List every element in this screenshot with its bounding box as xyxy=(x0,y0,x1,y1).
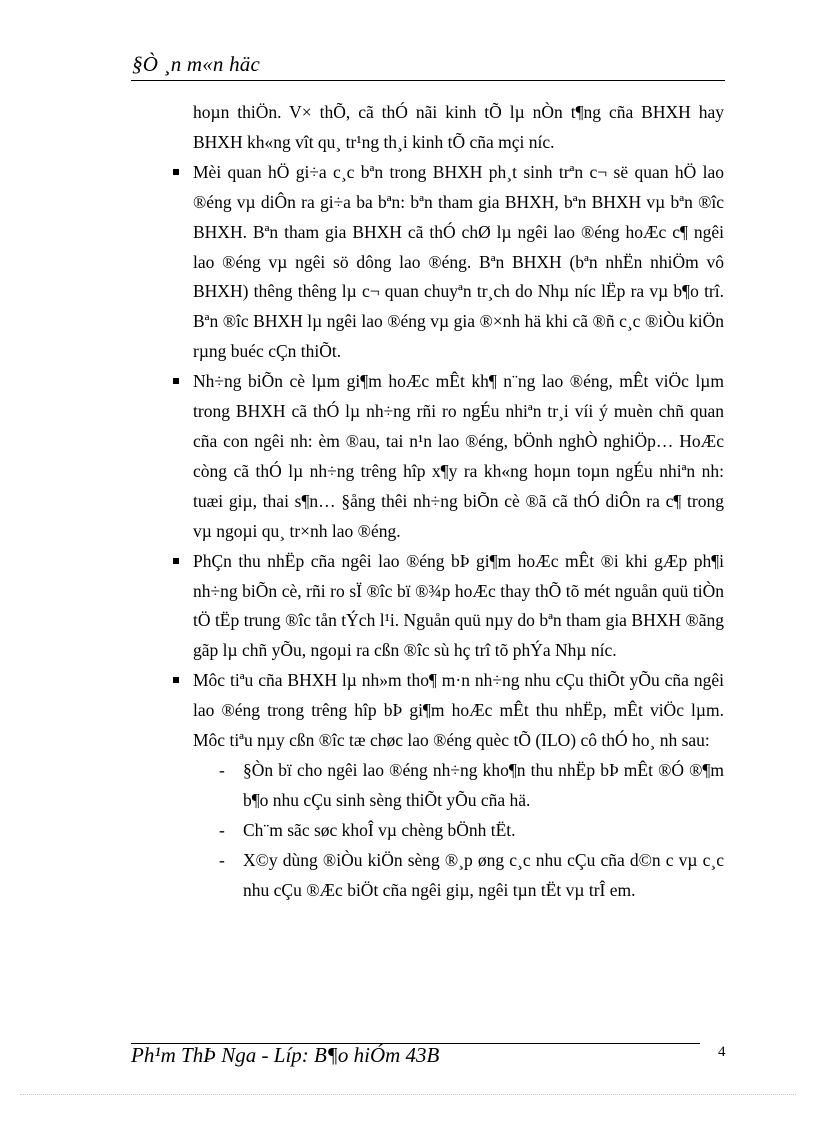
square-bullet-icon xyxy=(173,378,179,384)
page-header xyxy=(131,50,725,81)
bullet-text: Môc tiªu cña BHXH lµ nh»m tho¶ m·n nh÷ng nhu cÇu thiÕt yÕu cña ngêi lao ®éng trong trêng hîp bÞ gi¶m hoÆc mÊt thu nhËp, mÊt viÖc lµm. Môc tiªu nµy cßn ®îc tæ chøc lao ®éng quèc tÕ (ILO) cô thÓ ho¸ nh sau: xyxy=(193,670,724,751)
bullet-text: Mèi quan hÖ gi÷a c¸c bªn trong BHXH ph¸t sinh trªn c¬ së quan hÖ lao ®éng vµ diÔn ra gi÷a ba bªn: bªn tham gia BHXH, bªn BHXH vµ bªn ®îc BHXH. Bªn tham gia BHXH cã thÓ chØ lµ ngêi lao ®éng hoÆc c¶ ngêi lao ®éng vµ ngêi sö dông lao ®éng. Bªn BHXH (bªn nhËn nhiÖm vô BHXH) thêng thêng lµ c¬ quan chuyªn tr¸ch do Nhµ níc lËp ra vµ b¶o trî. Bªn ®îc BHXH lµ ngêi lao ®éng vµ gia ®×nh hä khi cã ®ñ c¸c ®iÒu kiÖn rµng buéc cÇn thiÕt. xyxy=(193,161,724,362)
footer-author: Ph¹m ThÞ Nga - Líp: B¶o hiÓm 43B xyxy=(131,1043,440,1067)
header-title: §Ò ¸n m«n häc xyxy=(132,52,260,76)
square-bullet-icon xyxy=(173,558,179,564)
intro-paragraph: hoµn thiÖn. V× thÕ, cã thÓ nãi kinh tÕ lµ nÒn t¶ng cña BHXH hay BHXH kh«ng vît qu¸ tr¹ng th¸i kinh tÕ cña mçi níc. xyxy=(193,102,724,152)
bullet-text: PhÇn thu nhËp cña ngêi lao ®éng bÞ gi¶m hoÆc mÊt ®i khi gÆp ph¶i nh÷ng biÕn cè, rñi ro sÏ ®îc bï ®¾p hoÆc thay thÕ tõ mét nguån quü tiÒn tÖ tËp trung ®îc tån tÝch l¹i. Nguån quü nµy do bªn tham gia BHXH ®ãng gãp lµ chñ yÕu, ngoµi ra cßn ®îc sù hç trî tõ phÝa Nhµ níc. xyxy=(193,550,724,661)
sub-item xyxy=(219,816,724,846)
sub-item-list xyxy=(0,756,816,906)
page-bottom-rule xyxy=(20,1094,796,1095)
bullet-list xyxy=(0,158,816,756)
sub-item xyxy=(219,756,724,816)
dash-bullet-icon: - xyxy=(219,849,225,870)
bullet-item xyxy=(193,367,724,546)
dash-bullet-icon: - xyxy=(219,819,225,840)
square-bullet-icon xyxy=(173,169,179,175)
bullet-item xyxy=(193,666,724,756)
sub-item-text: Ch¨m sãc søc khoÎ vµ chèng bÖnh tËt. xyxy=(243,819,516,840)
sub-item-text: §Òn bï cho ngêi lao ®éng nh÷ng kho¶n thu nhËp bÞ mÊt ®Ó ®¶m b¶o nhu cÇu sinh sèng thiÕt yÕu cña hä. xyxy=(243,759,724,810)
sub-item-text: X©y dùng ®iÒu kiÖn sèng ®¸p øng c¸c nhu cÇu cña d©n c vµ c¸c nhu cÇu ®Æc biÖt cña ngêi giµ, ngêi tµn tËt vµ trÎ em. xyxy=(243,849,724,900)
dash-bullet-icon: - xyxy=(219,759,225,780)
bullet-item xyxy=(193,547,724,667)
document-body xyxy=(0,98,816,905)
page-number: 4 xyxy=(718,1044,726,1060)
bullet-text: Nh÷ng biÕn cè lµm gi¶m hoÆc mÊt kh¶ n¨ng lao ®éng, mÊt viÖc lµm trong BHXH cã thÓ lµ nh÷ng rñi ro ngÉu nhiªn tr¸i víi ý muèn chñ quan cña con ngêi nh: èm ®au, tai n¹n lao ®éng, bÖnh nghÒ nghiÖp… HoÆc còng cã thÓ lµ nh÷ng trêng hîp x¶y ra kh«ng hoµn toµn ngÉu nhiªn nh: tuæi giµ, thai s¶n… §ång thêi nh÷ng biÕn cè ®ã cã thÓ diÔn ra c¶ trong vµ ngoµi qu¸ tr×nh lao ®éng. xyxy=(193,371,724,541)
bullet-item xyxy=(193,158,724,367)
sub-item xyxy=(219,846,724,906)
square-bullet-icon xyxy=(173,677,179,683)
